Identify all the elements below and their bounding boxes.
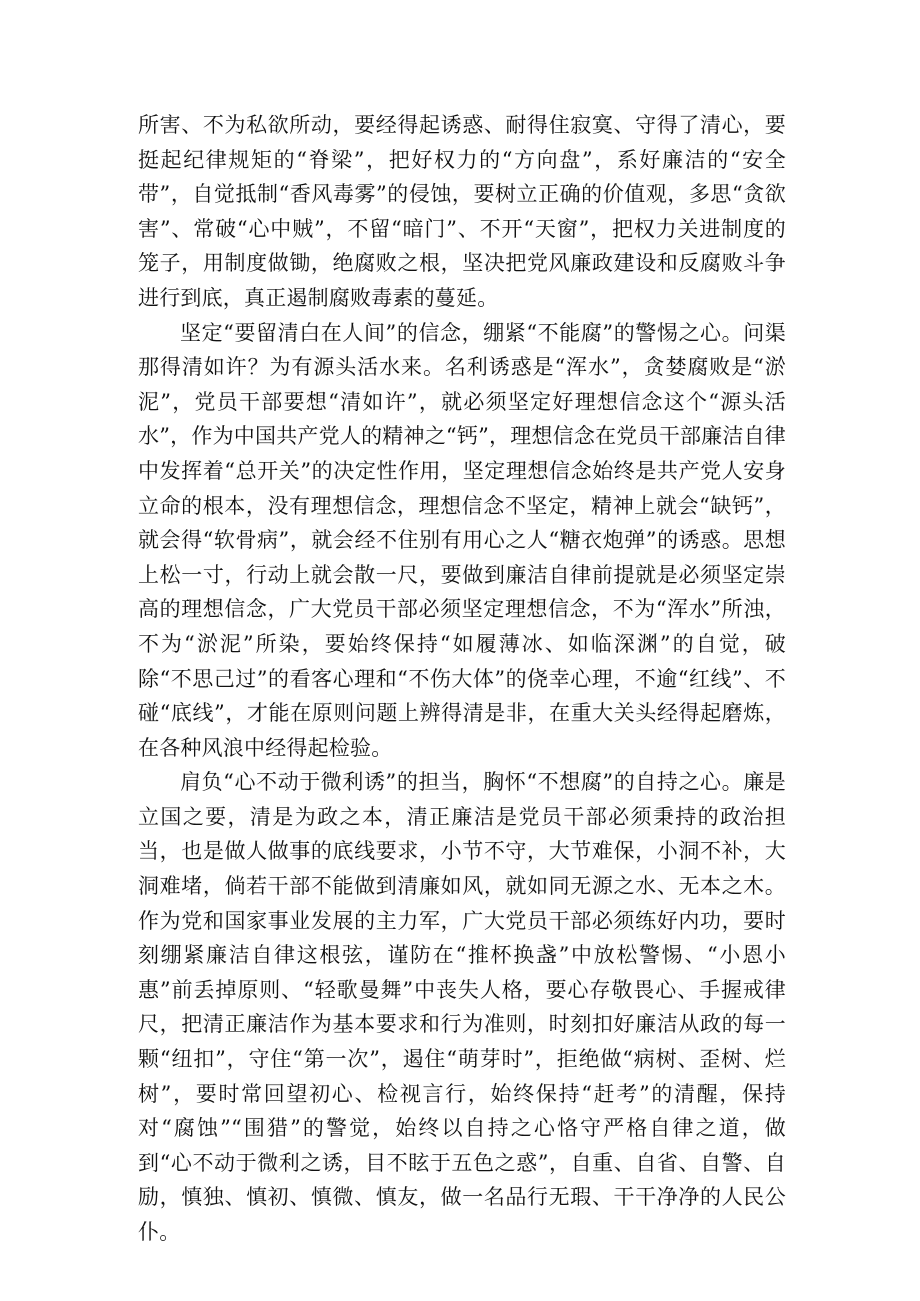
- paragraph-continuation: 所害、不为私欲所动，要经得起诱惑、耐得住寂寞、守得了清心，要挺起纪律规矩的“脊梁”，把好权力的“方向盘”，系好廉洁的“安全带”，自觉抵制“香风毒雾”的侵蚀，要树立正确的价值观，多思“贪欲害”、常破“心中贼”，不留“暗门”、不开“天窗”，把权力关进制度的笼子，用制度做锄，绝腐败之根，坚决把党风廉政建设和反腐败斗争进行到底，真正遏制腐败毒素的蔓延。: [138, 113, 786, 310]
- document-body: [138, 108, 786, 1250]
- paragraph-firm-belief: 坚定“要留清白在人间”的信念，绷紧“不能腐”的警惕之心。问渠那得清如许？为有源头活水来。名利诱惑是“浑水”，贪婪腐败是“淤泥”，党员干部要想“清如许”，就必须坚定好理想信念这个“源头活水”，作为中国共产党人的精神之“钙”，理想信念在党员干部廉洁自律中发挥着“总开关”的决定性作用，坚定理想信念始终是共产党人安身立命的根本，没有理想信念，理想信念不坚定，精神上就会“缺钙”，就会得“软骨病”，就会经不住别有用心之人“糖衣炮弹”的诱惑。思想上松一寸，行动上就会散一尺，要做到廉洁自律前提就是必须坚定崇高的理想信念，广大党员干部必须坚定理想信念，不为“浑水”所浊，不为“淤泥”所染，要始终保持“如履薄冰、如临深渊”的自觉，破除“不思己过”的看客心理和“不伤大体”的侥幸心理，不逾“红线”、不碰“底线”，才能在原则问题上辨得清是非，在重大关头经得起磨炼，在各种风浪中经得起检验。: [138, 320, 786, 760]
- paragraph-responsibility: 肩负“心不动于微利诱”的担当，胸怀“不想腐”的自持之心。廉是立国之要，清是为政之本，清正廉洁是党员干部必须秉持的政治担当，也是做人做事的底线要求，小节不守，大节难保，小洞不补，大洞难堵，倘若干部不能做到清廉如风，就如同无源之水、无本之木。作为党和国家事业发展的主力军，广大党员干部必须练好内功，要时刻绷紧廉洁自律这根弦，谨防在“推杯换盏”中放松警惕、“小恩小惠”前丢掉原则、“轻歌曼舞”中丧失人格，要心存敬畏心、手握戒律尺，把清正廉洁作为基本要求和行为准则，时刻扣好廉洁从政的每一颗“纽扣”，守住“第一次”，遏住“萌芽时”，拒绝做“病树、歪树、烂树”，要时常回望初心、检视言行，始终保持“赶考”的清醒，保持对“腐蚀”“围猎”的警觉，始终以自持之心恪守严格自律之道，做到“心不动于微利之诱，目不眩于五色之惑”，自重、自省、自警、自励，慎独、慎初、慎微、慎友，做一名品行无瑕、干干净净的人民公仆。: [138, 770, 786, 1244]
